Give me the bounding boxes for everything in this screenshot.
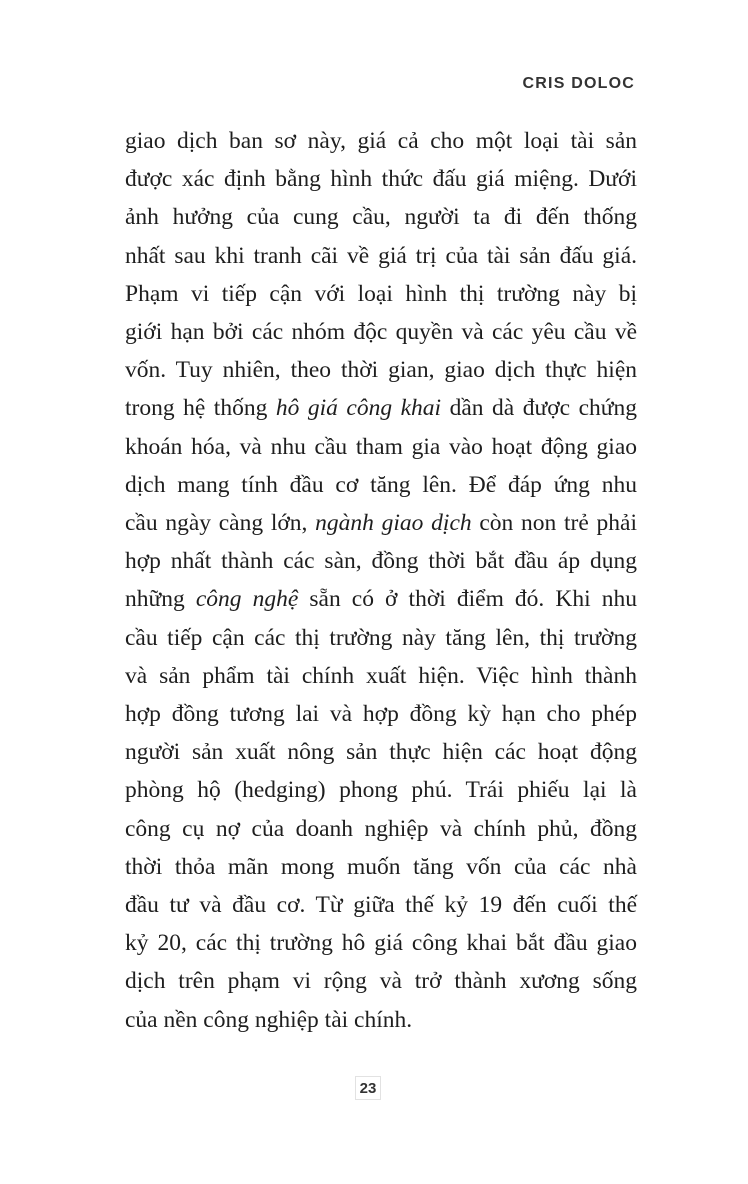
text-segment: hợp nhất thành các sàn, đồng thời bắt đầu áp dụng bbox=[125, 548, 637, 575]
text-segment: sẵn có ở thời điểm đó. Khi nhu bbox=[298, 586, 637, 613]
text-line bbox=[125, 580, 637, 618]
text-line bbox=[125, 160, 637, 198]
text-line bbox=[125, 466, 637, 504]
running-header: CRIS DOLOC bbox=[522, 75, 635, 92]
text-line bbox=[125, 619, 637, 657]
text-segment: cầu tiếp cận các thị trường này tăng lên, thị trường bbox=[125, 624, 637, 651]
text-line bbox=[125, 924, 637, 962]
text-segment: kỷ 20, các thị trường hô giá công khai bắt đầu giao bbox=[125, 930, 637, 957]
text-segment: và sản phẩm tài chính xuất hiện. Việc hình thành bbox=[125, 662, 637, 689]
page-number: 23 bbox=[355, 1076, 381, 1100]
text-segment: được xác định bằng hình thức đấu giá miệng. Dưới bbox=[125, 166, 637, 193]
text-segment: vốn. Tuy nhiên, theo thời gian, giao dịch thực hiện bbox=[125, 357, 637, 384]
text-segment: dần dà được chứng bbox=[441, 395, 638, 422]
text-line bbox=[125, 1001, 637, 1039]
text-line bbox=[125, 122, 637, 160]
text-line bbox=[125, 198, 637, 236]
text-line bbox=[125, 962, 637, 1000]
text-segment: giới hạn bởi các nhóm độc quyền và các yêu cầu về bbox=[125, 319, 637, 346]
text-segment: những bbox=[125, 586, 196, 613]
italic-term: hô giá công khai bbox=[275, 395, 442, 422]
italic-term: ngành giao dịch bbox=[315, 510, 472, 537]
text-segment: trong hệ thống bbox=[125, 395, 276, 422]
text-segment: dịch mang tính đầu cơ tăng lên. Để đáp ứng nhu bbox=[125, 471, 637, 498]
text-segment: còn non trẻ phải bbox=[471, 510, 637, 537]
text-segment: người sản xuất nông sản thực hiện các hoạt động bbox=[125, 739, 637, 766]
text-line bbox=[125, 237, 637, 275]
text-line bbox=[125, 542, 637, 580]
text-segment: Phạm vi tiếp cận với loại hình thị trường này bị bbox=[125, 280, 637, 307]
text-line bbox=[125, 389, 637, 427]
text-line bbox=[125, 504, 637, 542]
text-segment: giao dịch ban sơ này, giá cả cho một loại tài sản bbox=[125, 128, 637, 154]
text-segment: hợp đồng tương lai và hợp đồng kỳ hạn cho phép bbox=[125, 701, 637, 728]
text-segment: thời thỏa mãn mong muốn tăng vốn của các nhà bbox=[125, 853, 637, 880]
text-segment: công cụ nợ của doanh nghiệp và chính phủ, đồng bbox=[125, 815, 637, 842]
text-line bbox=[125, 657, 637, 695]
italic-term: công nghệ bbox=[195, 586, 299, 613]
text-segment: của nền công nghiệp tài chính. bbox=[125, 1006, 413, 1033]
text-segment: phòng hộ (hedging) phong phú. Trái phiếu lại là bbox=[125, 777, 637, 804]
text-line bbox=[125, 771, 637, 809]
text-line bbox=[125, 733, 637, 771]
text-segment: khoán hóa, và nhu cầu tham gia vào hoạt động giao bbox=[125, 433, 637, 460]
text-segment: đầu tư và đầu cơ. Từ giữa thế kỷ 19 đến cuối thế bbox=[125, 892, 637, 919]
text-line bbox=[125, 886, 637, 924]
body-paragraph bbox=[125, 122, 637, 1039]
text-line bbox=[125, 351, 637, 389]
text-line bbox=[125, 313, 637, 351]
text-segment: cầu ngày càng lớn, bbox=[125, 510, 316, 537]
text-line bbox=[125, 428, 637, 466]
text-line bbox=[125, 275, 637, 313]
text-line bbox=[125, 848, 637, 886]
text-segment: dịch trên phạm vi rộng và trở thành xương sống bbox=[125, 968, 637, 995]
text-line bbox=[125, 810, 637, 848]
text-line bbox=[125, 695, 637, 733]
text-segment: ảnh hưởng của cung cầu, người ta đi đến thống bbox=[125, 204, 637, 231]
text-segment: nhất sau khi tranh cãi về giá trị của tài sản đấu giá. bbox=[125, 242, 637, 269]
